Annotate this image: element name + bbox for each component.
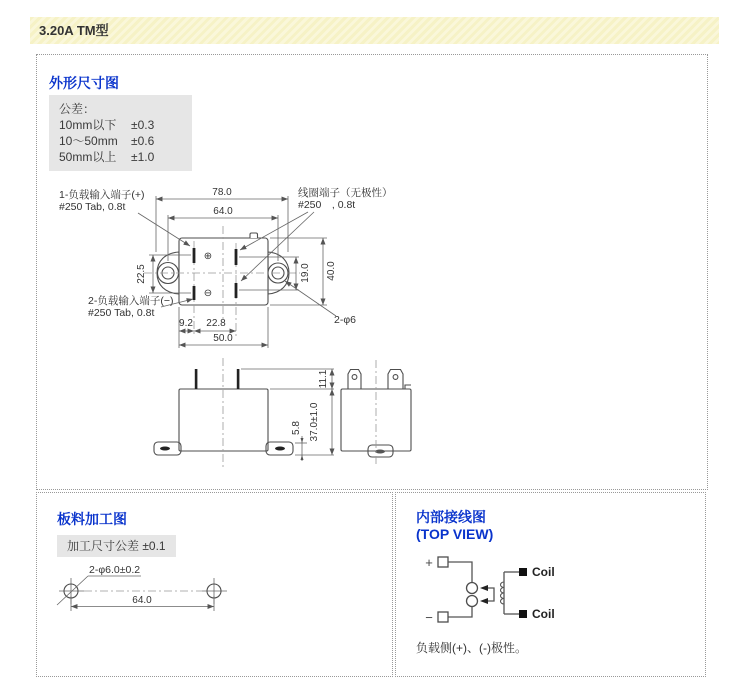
dim-pin-height: 11.1 <box>318 369 329 389</box>
outline-drawing <box>37 55 708 491</box>
minus-polarity-mark: ⊖ <box>203 288 213 299</box>
section-header <box>30 17 719 44</box>
coil-label-bottom: Coil <box>532 607 555 621</box>
outline-panel-heading: 外形尺寸图 <box>49 75 119 91</box>
wiring-panel-heading-line1: 内部接线图 <box>416 509 486 525</box>
minus-terminal-label: − <box>425 610 433 625</box>
board-tolerance-note: 加工尺寸公差 ±0.1 <box>57 535 176 557</box>
plus-polarity-mark: ⊕ <box>203 251 213 262</box>
terminal-pin <box>237 369 240 389</box>
circuit <box>425 555 554 625</box>
front-view <box>154 358 334 469</box>
label-coil-terminal: 线圈端子（无极性） <box>298 187 393 199</box>
plus-terminal-label: + <box>425 555 433 570</box>
label-load-terminal-neg-spec: #250 Tab, 0.8t <box>88 307 155 319</box>
label-load-terminal-pos-spec: #250 Tab, 0.8t <box>59 201 126 213</box>
terminal-blade <box>235 283 238 298</box>
side-view <box>341 360 411 467</box>
label-mounting-hole: 2-φ6 <box>334 314 356 326</box>
minus-terminal <box>438 612 448 622</box>
tolerance-row: 10～50mm ±0.6 <box>59 134 155 148</box>
dim-hole-pitch: 64.0 <box>213 206 233 217</box>
board-processing-panel <box>36 492 393 677</box>
top-view <box>59 186 393 348</box>
tolerance-row: 10mm以下 ±0.3 <box>59 118 155 132</box>
outline-dimensions-panel <box>36 54 708 490</box>
dim-board-hole-pitch: 64.0 <box>132 595 152 606</box>
dim-edge-offset: 9.2 <box>179 318 193 329</box>
dim-terminal-span: 22.8 <box>206 318 226 329</box>
contact-lower <box>467 596 478 607</box>
dim-body-depth: 40.0 <box>326 261 337 281</box>
tolerance-row: 50mm以上 ±1.0 <box>59 150 155 164</box>
terminal-blade <box>193 248 196 263</box>
coil-terminal-bottom <box>519 610 527 618</box>
board-drawing <box>37 493 392 676</box>
coil-terminal-top <box>519 568 527 576</box>
hole-pattern <box>57 564 227 611</box>
internal-wiring-panel <box>395 492 706 677</box>
dim-total-height: 37.0±1.0 <box>309 402 320 442</box>
polarity-note: 负载侧(+)、(-)极性。 <box>416 641 527 655</box>
label-coil-terminal-spec: #250 , 0.8t <box>298 199 356 211</box>
board-panel-heading: 板料加工图 <box>57 511 127 527</box>
dim-overall-width: 78.0 <box>212 187 232 198</box>
tolerance-title: 公差： <box>59 102 96 116</box>
dim-body-width: 50.0 <box>213 333 233 344</box>
board-hole-label: 2-φ6.0±0.2 <box>89 564 141 576</box>
label-load-terminal-pos: 1-负载输入端子(+) <box>59 189 145 201</box>
wiring-panel-heading-line2: (TOP VIEW) <box>416 526 494 542</box>
dim-left-terminal-pitch: 22.5 <box>136 264 147 284</box>
label-load-terminal-neg: 2-负载输入端子(−) <box>88 295 174 307</box>
armature <box>488 588 494 601</box>
dim-right-terminal-pitch: 19.0 <box>300 263 311 283</box>
terminal-pin <box>195 369 198 389</box>
coil-label-top: Coil <box>532 565 555 579</box>
contact-upper <box>467 583 478 594</box>
terminal-blade <box>235 249 238 265</box>
dim-foot-height: 5.8 <box>291 421 302 435</box>
plus-terminal <box>438 557 448 567</box>
section-title: 3.20A TM型 <box>39 23 109 38</box>
terminal-blade <box>193 286 196 300</box>
